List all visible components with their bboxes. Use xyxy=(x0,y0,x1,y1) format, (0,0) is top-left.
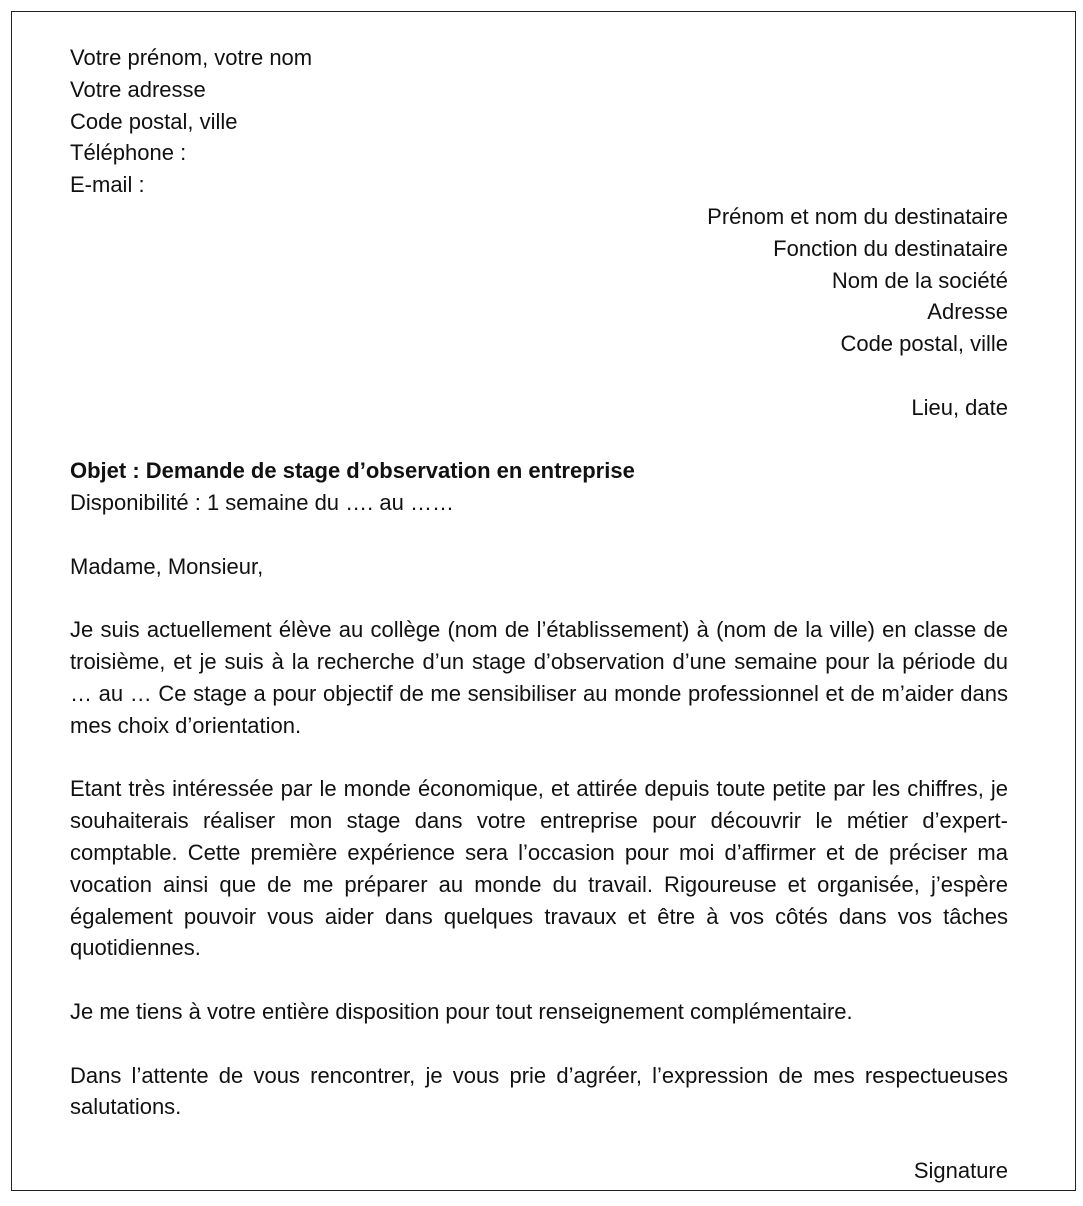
recipient-name: Prénom et nom du destinataire xyxy=(707,203,1008,229)
recipient-address: Adresse xyxy=(927,299,1008,325)
salutation: Madame, Monsieur, xyxy=(70,553,264,579)
recipient-city: Code postal, ville xyxy=(840,331,1008,357)
signature: Signature xyxy=(913,1157,1008,1183)
sender-phone: Téléphone : xyxy=(70,140,187,166)
sender-city: Code postal, ville xyxy=(70,108,238,134)
sender-email: E-mail : xyxy=(70,172,145,198)
recipient-function: Fonction du destinataire xyxy=(773,235,1008,261)
availability-line: Disponibilité : 1 semaine du …. au …… xyxy=(70,490,454,516)
place-date: Lieu, date xyxy=(911,394,1008,420)
sender-name: Votre prénom, votre nom xyxy=(70,45,313,70)
recipient-block xyxy=(70,201,1008,360)
sender-address: Votre adresse xyxy=(70,76,206,102)
letter-body xyxy=(70,42,1008,1187)
sender-block xyxy=(70,42,1008,201)
subject-line: Objet : Demande de stage d’observation en entreprise xyxy=(70,458,635,484)
paragraph-intro: Je suis actuellement élève au collège (nom de l’établissement) à (nom de la ville) en classe de troisième, et je suis à la recherche d’un stage d’observation d’une semaine pour la période du … au … Ce stage a pour objectif de me sensibiliser au monde professionnel et de m’aider dans mes choix d’orientation. xyxy=(70,617,1008,738)
recipient-company: Nom de la société xyxy=(831,267,1008,293)
paragraph-motivation: Etant très intéressée par le monde économique, et attirée depuis toute petite par les chiffres, je souhaiterais réaliser mon stage dans votre entreprise pour découvrir le métier d’expert-comptable. Cette première expérience sera l’occasion pour moi d’affirmer et de préciser ma vocation ainsi que de me préparer au monde du travail. Rigoureuse et organisée, j’espère également pouvoir vous aider dans quelques travaux et être à vos côtés dans vos tâches quotidiennes. xyxy=(70,776,1008,961)
paragraph-availability: Je me tiens à votre entière disposition pour tout renseignement complémentaire. xyxy=(70,998,853,1024)
paragraph-closing: Dans l’attente de vous rencontrer, je vous prie d’agréer, l’expression de mes respectueuses salutations. xyxy=(70,1062,1008,1120)
